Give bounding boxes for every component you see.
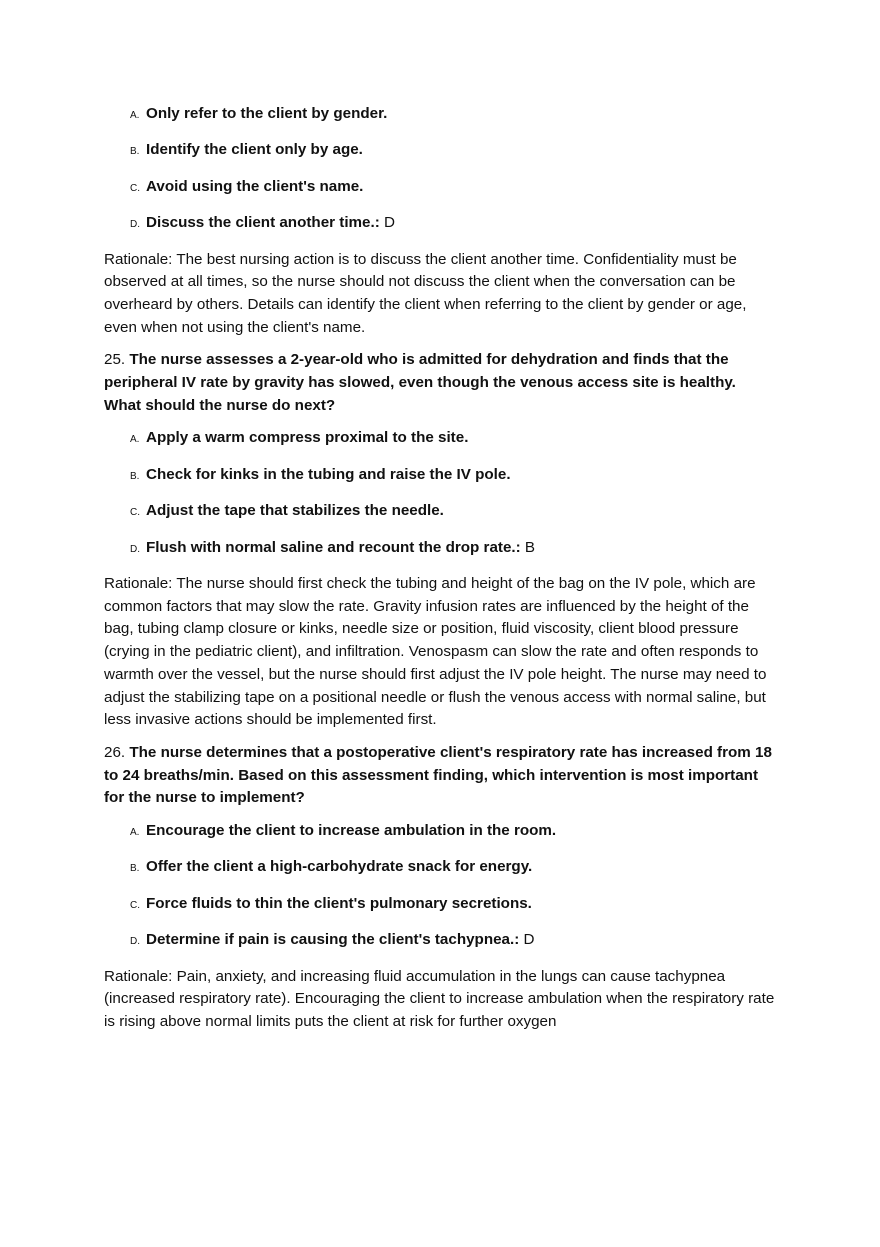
option-c bbox=[130, 893, 776, 917]
option-list bbox=[130, 820, 776, 953]
option-text: Apply a warm compress proximal to the site. bbox=[146, 429, 469, 447]
question-number: 26. bbox=[104, 743, 126, 761]
answer-key: B bbox=[520, 538, 536, 556]
option-d bbox=[130, 929, 776, 953]
rationale-paragraph: Rationale: Pain, anxiety, and increasing fluid accumulation in the lungs can cause tachypnea (increased respiratory rate). Encouraging the client to increase ambulation when the respiratory rate is rising above normal limits puts the client at risk for further oxygen bbox=[104, 967, 775, 1031]
option-letter: B. bbox=[130, 470, 140, 482]
option-a bbox=[130, 103, 776, 127]
option-text: Adjust the tape that stabilizes the needle. bbox=[146, 502, 444, 520]
question-number: 25. bbox=[104, 351, 126, 369]
option-text: Check for kinks in the tubing and raise the IV pole. bbox=[146, 465, 511, 483]
question-26 bbox=[104, 742, 776, 810]
option-text: Determine if pain is causing the client's tachypnea.: bbox=[146, 931, 520, 949]
option-b bbox=[130, 464, 776, 488]
option-b bbox=[130, 856, 776, 880]
option-list bbox=[130, 427, 776, 560]
option-list bbox=[130, 103, 776, 236]
question-stem: The nurse assesses a 2-year-old who is admitted for dehydration and finds that the peripheral IV rate by gravity has slowed, even though the venous access site is healthy. What should the nurse do next? bbox=[104, 351, 736, 414]
option-letter: B. bbox=[130, 863, 140, 875]
option-text: Force fluids to thin the client's pulmonary secretions. bbox=[146, 894, 532, 912]
option-text: Offer the client a high-carbohydrate snack for energy. bbox=[146, 858, 533, 876]
answer-key: D bbox=[379, 214, 395, 232]
rationale-paragraph: Rationale: The best nursing action is to discuss the client another time. Confidentiality must be observed at all times, so the nurse should not discuss the client when the conversation can be overheard by others. Details can identify the client when referring to the client by gender or age, even when not using the client's name. bbox=[104, 250, 747, 336]
option-c bbox=[130, 176, 776, 200]
option-text: Flush with normal saline and recount the drop rate.: bbox=[146, 538, 521, 556]
option-letter: C. bbox=[130, 899, 140, 911]
option-b bbox=[130, 139, 776, 163]
option-a bbox=[130, 820, 776, 844]
option-letter: C. bbox=[130, 182, 140, 194]
option-text: Discuss the client another time.: bbox=[146, 214, 380, 232]
document-content bbox=[104, 103, 776, 1044]
option-letter: B. bbox=[130, 146, 140, 158]
option-d bbox=[130, 212, 776, 236]
option-text: Only refer to the client by gender. bbox=[146, 105, 388, 122]
answer-key: D bbox=[519, 931, 535, 949]
option-letter: D. bbox=[130, 219, 140, 231]
option-letter: D. bbox=[130, 936, 140, 948]
option-text: Identify the client only by age. bbox=[146, 141, 363, 159]
option-letter: C. bbox=[130, 507, 140, 519]
option-a bbox=[130, 427, 776, 451]
option-letter: A. bbox=[130, 434, 140, 446]
rationale-paragraph: Rationale: The nurse should first check the tubing and height of the bag on the IV pole, which are common factors that may slow the rate. Gravity infusion rates are influenced by the height of the bag, tubing clamp closure or kinks, needle size or position, fluid viscosity, client blood pressure (crying in the pediatric client), and infiltration. Venospasm can slow the rate and often responds to warmth over the vessel, but the nurse should first adjust the IV pole height. The nurse may need to adjust the stabilizing tape on a positional needle or flush the venous access with normal saline, but less invasive actions should be implemented first. bbox=[104, 575, 767, 729]
option-text: Encourage the client to increase ambulation in the room. bbox=[146, 822, 557, 840]
option-text: Avoid using the client's name. bbox=[146, 177, 364, 195]
option-letter: D. bbox=[130, 543, 140, 555]
option-c bbox=[130, 500, 776, 524]
question-stem: The nurse determines that a postoperative client's respiratory rate has increased from 18 to 24 breaths/min. Based on this assessment finding, which intervention is most important for the nurse to implement? bbox=[104, 743, 772, 807]
question-25 bbox=[104, 349, 776, 417]
option-d bbox=[130, 537, 776, 561]
option-letter: A. bbox=[130, 110, 140, 121]
option-letter: A. bbox=[130, 827, 140, 839]
